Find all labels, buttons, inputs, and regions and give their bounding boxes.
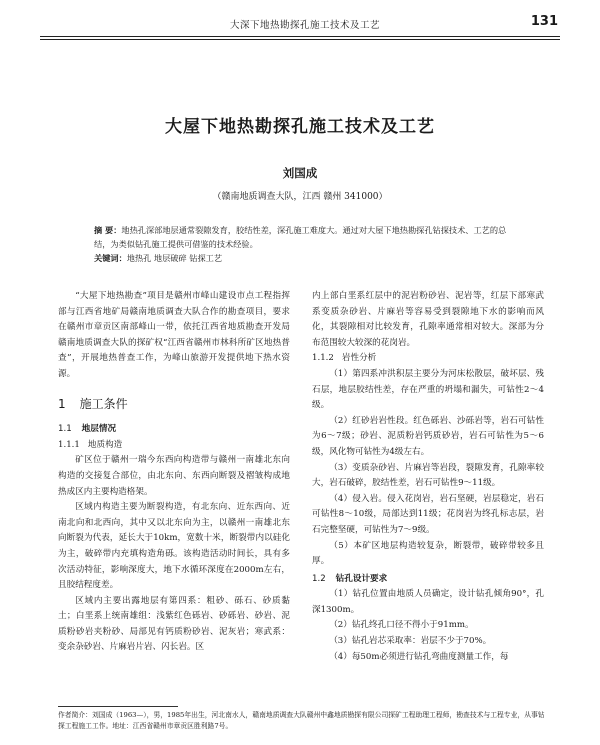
- running-title: 大深下地热勘探孔施工技术及工艺: [230, 20, 381, 31]
- paragraph: 区域内主要出露地层有第四系：粗砂、砾石、砂质黏土；白垩系上统南雄组：浅紫红色砾岩、砂砾岩、砂岩、泥质粉砂岩夹粉砂、局部见有钙质粉砂岩、泥灰岩；寒武系：变余杂砂岩、片麻岩片岩、闪长岩。区: [58, 595, 290, 653]
- keywords-label: 关键词：: [94, 253, 127, 263]
- header-rule-thin: [40, 39, 560, 40]
- list-item: （4）侵入岩。侵入花岗岩，岩石坚硬，岩层稳定，岩石可钻性8～10级，局部达到11级；花岗岩为终孔标志层，岩石完整坚硬，可钻性为7～9级。: [312, 493, 544, 535]
- section-heading: [58, 397, 290, 413]
- subsubsection-heading: [312, 351, 544, 367]
- keywords-text: 地热孔 地层破碎 钻探工艺: [126, 253, 223, 263]
- subsubsection-heading: [58, 438, 290, 454]
- subsubsection-title: 地质构造: [87, 439, 123, 450]
- list-item: （2）红砂岩岩性段。红色砾岩、沙砾岩等，岩石可钻性为6～7级；砂岩、泥质粉岩钙质砂岩，岩石可钻性为5～6级，风化物可钻性为4级左右。: [312, 415, 544, 457]
- list-item: （3）钻孔岩芯采取率：岩层不少于70%。: [329, 636, 492, 647]
- footnote-rule: [58, 706, 178, 707]
- paragraph: 矿区位于赣州一瑞今东西向构造带与赣州一南雄北东向构造的交接复合部位，由北东向、东西向断裂及褶皱构成地热成区内主要构造格架。: [58, 455, 290, 497]
- article-title: 大屋下地热勘探孔施工技术及工艺: [165, 117, 435, 137]
- subsubsection-number: 1.1.1: [58, 439, 80, 450]
- subsection-number: 1.2: [312, 573, 326, 584]
- list-item: （4）每50m必须进行钻孔弯曲度测量工作，每: [329, 651, 509, 662]
- abstract-text: 地热孔深部地层通常裂隙发育，胶结性差，深孔施工难度大。通过对大屋下地热勘探孔钻探技术、工艺的总结，为类似钻孔施工提供可借鉴的技术经验。: [94, 225, 507, 249]
- header-rule: [40, 36, 560, 37]
- subsubsection-title: 岩性分析: [341, 353, 377, 364]
- section-title: 施工条件: [79, 396, 128, 411]
- subsection-heading: [312, 572, 544, 588]
- left-column: [58, 289, 290, 656]
- keywords: [94, 253, 519, 264]
- intro-paragraph: “大屋下地热勘查”项目是赣州市峰山建设市点工程指挥部与江西省地矿局赣南地质调查大队合作的勘查项目，要求在赣州市章贡区南部峰山一带，依托江西省地质勘查开发局赣南地质调查大队的探矿权“江西省赣州市林科所矿区地热普查”，开展地热普查工作，为峰山旅游开发提供地下热水资源。: [58, 291, 290, 379]
- list-item: （3）变质杂砂岩、片麻岩等岩段，裂隙发育，孔隙率较大，岩石破碎，胶结性差，岩石可钻性9～11级。: [312, 462, 544, 489]
- subsection-title: 钻孔设计要求: [335, 573, 388, 584]
- section-number: 1: [58, 396, 66, 411]
- footnote: 作者简介：刘国成（1963—），男，1985年出生，河北南水人，赣南地质调查大队赣州中鑫地质勘探有限公司探矿工程助理工程师，勘查技术与工程专业，从事钻探工程施工工作。地址：江西省赣州市章贡区胜利路7号。: [58, 711, 545, 730]
- right-column: [312, 289, 544, 665]
- subsection-number: 1.1: [58, 424, 72, 435]
- subsubsection-number: 1.1.2: [312, 353, 334, 364]
- abstract-label: 摘 要：: [94, 225, 122, 235]
- running-header: [40, 14, 560, 34]
- list-item: （1）钻孔位置由地质人员确定，设计钻孔倾角90°，孔深1300m。: [312, 589, 544, 615]
- list-item: （1）第四系冲洪积层主要分为河床松散层，破坏层、残石层，地层胶结性差，存在严重的坍塌和漏失，可钻性2～4级。: [312, 368, 544, 411]
- abstract: [94, 223, 519, 251]
- affiliation: （赣南地质调查大队，江西 赣州 341000）: [212, 192, 388, 202]
- paragraph: 区域内构造主要为断裂构造，有北东向、近东西向、近南北向和北西向，其中又以北东向为主，以赣州一南雄北东向断裂为代表，延长大于10km，宽数十米，断裂带内以硅化为主，破碎带内充填构造角砾。该构造活动时间长，具有多次活动特征，影响深度大，地下水循环深度在2000m左右，且胶结程度差。: [58, 502, 290, 591]
- page-number: 131: [530, 14, 558, 29]
- subsection-title: 地层情况: [81, 424, 117, 435]
- list-item: （5）本矿区地层构造较复杂，断裂带，破碎带较多且厚。: [312, 540, 544, 567]
- paragraph: 内上部白垩系红层中的泥岩粉砂岩、泥岩等，红层下部寒武系变质杂砂岩、片麻岩等容易受到裂隙地下水的影响而风化，其裂隙相对比较发育，孔隙率通常相对较大。深部为分布范围较大较深的花岗岩。: [312, 291, 544, 348]
- list-item: （2）钻孔终孔口径不得小于91mm。: [329, 620, 474, 631]
- author: 刘国成: [282, 166, 318, 180]
- subsection-heading: [58, 422, 290, 438]
